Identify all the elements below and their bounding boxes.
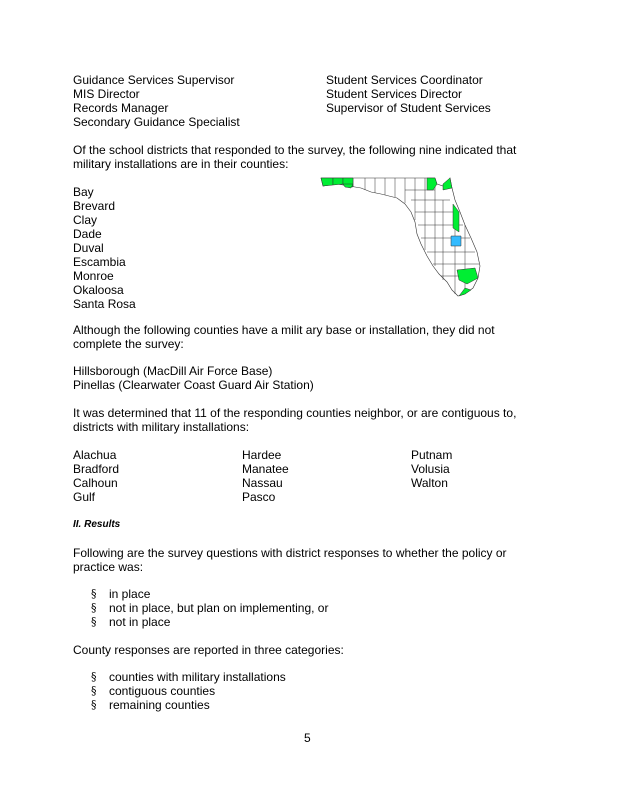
results-paragraph-line: Following are the survey questions with district responses to whether the policy or bbox=[73, 546, 507, 560]
list-item: Duval bbox=[73, 241, 104, 255]
nonresponding-paragraph-line: complete the survey: bbox=[73, 337, 184, 351]
list-item: Escambia bbox=[73, 255, 126, 269]
list-item: Pasco bbox=[242, 490, 276, 504]
section-heading: II. Results bbox=[73, 519, 121, 530]
bullet-symbol: § bbox=[91, 670, 97, 683]
list-item: Walton bbox=[411, 476, 448, 490]
results-paragraph-line: practice was: bbox=[73, 560, 144, 574]
page-number: 5 bbox=[304, 731, 311, 745]
contact-title: Student Services Director bbox=[326, 87, 463, 101]
list-item: Manatee bbox=[242, 462, 289, 476]
contiguous-column bbox=[73, 448, 119, 504]
list-item: Alachua bbox=[73, 448, 117, 462]
list-item: Dade bbox=[73, 227, 102, 241]
list-item: Bradford bbox=[73, 462, 120, 476]
bullet-symbol: § bbox=[91, 615, 97, 628]
list-item: Brevard bbox=[73, 199, 116, 213]
contact-title: Records Manager bbox=[73, 101, 169, 115]
bullet-symbol: § bbox=[91, 698, 97, 711]
nonresponding-paragraph-line: Although the following counties have a milit ary base or installation, they did not bbox=[73, 323, 495, 337]
bullet-symbol: § bbox=[91, 587, 97, 600]
list-item: Calhoun bbox=[73, 476, 118, 490]
list-item: Monroe bbox=[73, 269, 114, 283]
contact-title: Student Services Coordinator bbox=[326, 73, 483, 87]
florida-county-map bbox=[315, 170, 490, 305]
contiguous-column bbox=[411, 448, 452, 490]
contiguous-column bbox=[242, 448, 289, 504]
list-item: Nassau bbox=[242, 476, 283, 490]
contact-title: Secondary Guidance Specialist bbox=[73, 115, 240, 129]
list-item: Santa Rosa bbox=[73, 297, 136, 311]
list-item: Volusia bbox=[411, 462, 450, 476]
list-item: Okaloosa bbox=[73, 283, 124, 297]
contact-title: Supervisor of Student Services bbox=[326, 101, 491, 115]
list-item: Putnam bbox=[411, 448, 453, 462]
bullet-symbol: § bbox=[91, 684, 97, 697]
military-counties-list bbox=[73, 185, 136, 311]
intro-paragraph-line: military installations are in their counties: bbox=[73, 157, 289, 171]
list-item: Gulf bbox=[73, 490, 96, 504]
list-item: Hillsborough (MacDill Air Force Base) bbox=[73, 364, 273, 378]
intro-paragraph-line: Of the school districts that responded to the survey, the following nine indicated that bbox=[73, 143, 517, 157]
list-item: Hardee bbox=[242, 448, 282, 462]
blue-county bbox=[451, 236, 461, 246]
contiguous-paragraph-line: It was determined that 11 of the responding counties neighbor, or are contiguous to, bbox=[73, 406, 517, 420]
list-item: Pinellas (Clearwater Coast Guard Air Station) bbox=[73, 378, 314, 392]
contact-title: MIS Director bbox=[73, 87, 140, 101]
categories-intro: County responses are reported in three categories: bbox=[73, 643, 344, 657]
list-item: Clay bbox=[73, 213, 98, 227]
bullet-symbol: § bbox=[91, 601, 97, 614]
list-item: Bay bbox=[73, 185, 94, 199]
contiguous-paragraph-line: districts with military installations: bbox=[73, 420, 250, 434]
contact-title: Guidance Services Supervisor bbox=[73, 73, 235, 87]
